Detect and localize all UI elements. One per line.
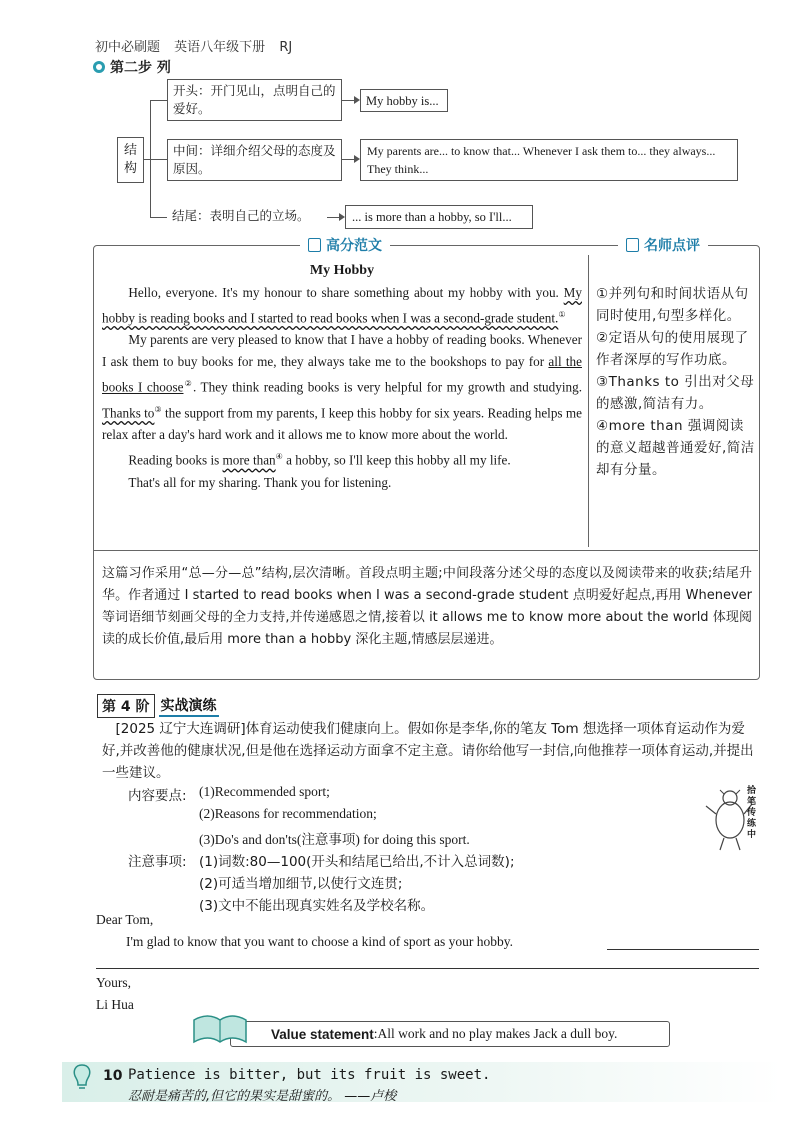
step-bullet-icon [93,61,105,73]
teacher-comment-tab [618,235,708,255]
page-number: 10 [103,1068,123,1084]
connector-3 [327,217,339,218]
value-statement-box [230,1021,670,1047]
column-divider [588,255,589,547]
letter-closing: Yours, [96,975,132,990]
connector-2 [342,159,354,160]
comment-item: ②定语从句的使用展现了作者深厚的写作功底。 [596,330,749,368]
prompt-text: [2025 辽宁大连调研]体育运动使我们健康向上。假如你是李华,你的笔友 Tom 想选择一项体育运动作为爱好,并改善他的健康状况,但是他在选择运动方面拿不定主意。请你给他写一封信,向他推荐一项体育运动,并提出一些建议。 [102,721,754,781]
point-item: (2)Reasons for recommendation; [199,806,377,821]
brace-mid [150,159,167,160]
answer-line[interactable] [607,949,759,950]
practice-header [97,694,219,718]
connector-1 [342,100,354,101]
brace-bottom [150,217,167,218]
points-label: 内容要点: [128,788,187,804]
letter-opening: I'm glad to know that you want to choose a kind of sport as your hobby. [126,934,513,949]
structure-phrase-ending: ... is more than a hobby, so I'll... [345,205,533,229]
structure-part-body: 中间：详细介绍父母的态度及原因。 [167,139,342,181]
point-item: (1)Recommended sport; [199,784,330,799]
step-title-text: 第二步 列 [110,60,171,76]
practice-level: 第 4 阶 [97,694,155,718]
series-name: 初中必刷题 [95,40,161,55]
value-statement-text: :All work and no play makes Jack a dull boy. [373,1026,618,1041]
structure-phrase-opening: My hobby is... [360,89,448,112]
essay-paragraph-2: My parents are very pleased to know that I have a hobby of reading books. Whenever I ask them to buy books for me, they always take me to the bookshops to pay for all the books I choose②. They think reading books is very helpful for my growth and studying. Thanks to③ the support from my parents, I keep this hobby for six years. Reading helps me relax after a day's hard work and it allows me to know more about the world. [102,332,582,443]
model-essay-tab [300,235,390,255]
open-book-icon [190,1010,250,1046]
notes-label: 注意事项: [128,854,187,870]
essay-summary: 这篇习作采用“总—分—总”结构,层次清晰。首段点明主题;中间段落分述父母的态度以及阅读带来的收获;结尾升华。作者通过 I started to read books when I was a second-grade student 点明爱好起点,再用 Whenever 等词语细节刻画父母的全力支持,并传递感恩之情,接着以 it allows me to know more about the world 体现阅读的成长价值,最后用 more than a hobby 深化主题,情感层层递进。 [102,566,752,647]
point-item: (3)Do's and don'ts(注意事项) for doing this sport. [199,832,470,847]
essay-paragraph-3: Reading books is more than④ a hobby, so I'll keep this hobby all my life. [128,452,511,468]
running-head [95,36,302,55]
comment-item: ③Thanks to 引出对父母的感激,简洁有力。 [596,374,755,412]
footer-quote-en: Patience is bitter, but its fruit is sweet. [128,1067,491,1083]
structure-part-opening: 开头：开门见山，点明自己的爱好。 [167,79,342,121]
mascot-stamp-text: 拾笔传练中 [747,786,757,840]
essay-paragraph-4: That's all for my sharing. Thank you for listening. [128,474,392,490]
model-essay [102,260,582,494]
pencil-note-icon [626,238,639,252]
subject-name: 英语八年级下册 [174,40,266,55]
step-title [93,57,171,77]
practice-title: 实战演练 [159,695,219,717]
teacher-comments [596,283,756,481]
lightbulb-icon [70,1062,94,1092]
letter-greeting: Dear Tom, [96,912,154,927]
teacher-comment-tab-label: 名师点评 [644,238,700,254]
structure-phrase-body: My parents are... to know that... Whenever I ask them to... they always... They think... [360,139,738,181]
letter-signature: Li Hua [96,997,134,1012]
value-statement-label: Value statement [271,1026,374,1042]
model-essay-tab-label: 高分范文 [326,238,382,254]
note-item: (1)词数:80—100(开头和结尾已给出,不计入总词数); [199,854,515,870]
footer-quote-cn: 忍耐是痛苦的,但它的果实是甜蜜的。 ——卢梭 [128,1089,397,1104]
comment-item: ④more than 强调阅读的意义超越普通爱好,简洁却有分量。 [596,418,755,478]
essay-paragraph-1: Hello, everyone. It's my honour to share something about my hobby with you. My hobby is reading books and I started to read books when I was a second-grade student.① [102,285,582,326]
summary-divider [94,550,758,551]
structure-label: 结 构 [117,137,144,183]
structure-part-ending: 结尾：表明自己的立场。 [167,205,327,229]
note-item: (2)可适当增加细节,以使行文连贯; [199,876,403,892]
comment-item: ①并列句和时间状语从句同时使用,句型多样化。 [596,286,749,324]
edition-name: RJ [279,40,293,55]
note-item: (3)文中不能出现真实姓名及学校名称。 [199,898,435,914]
essay-title: My Hobby [309,263,375,278]
brace-top [150,100,167,101]
practice-prompt [102,718,762,784]
document-icon [308,238,321,252]
answer-line[interactable] [96,968,759,969]
